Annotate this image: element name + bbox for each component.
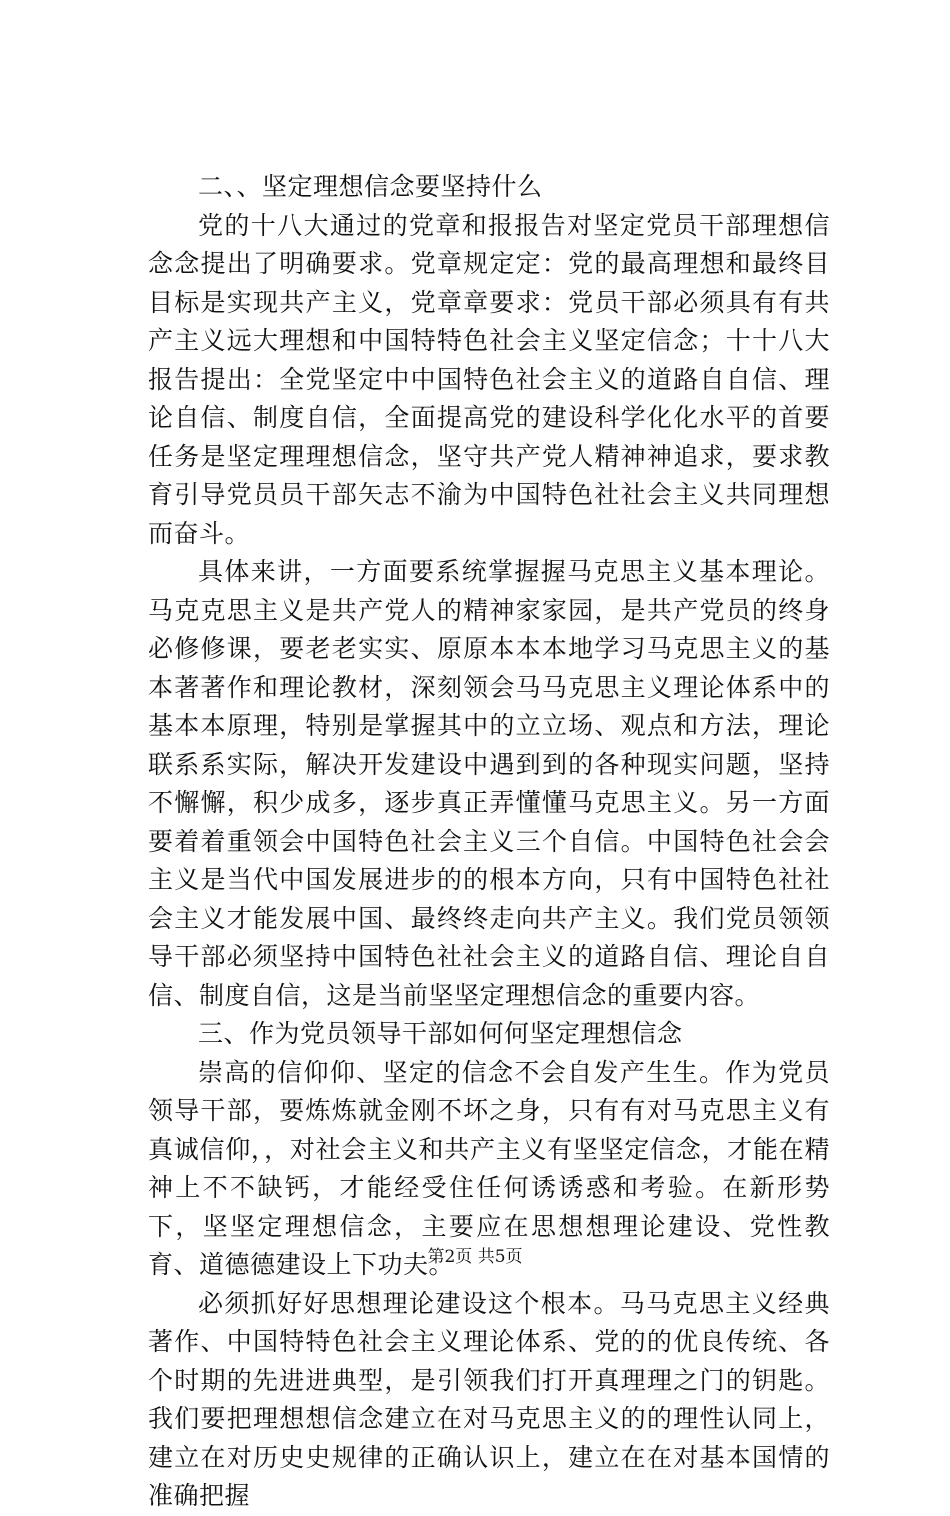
- paragraph-1: 党的十八大通过的党章和报报告对坚定党员干部理想信念念提出了明确要求。党章规定定：党的最高理想和最终目目标是实现共产主义，党章章要求：党员干部必须具有有共产主义远大理想和中国特特色社会主义坚定信念；十十八大报告提出：全党坚定中中国特色社会主义的道路自自信、理论自信、制度自信，全面提高党的建设科学化化水平的首要任务是坚定理理想信念，坚守共产党人精神神追求，要求教育引导党员员干部矢志不渝为中国特色社社会主义共同理想而奋斗。: [148, 210, 830, 548]
- page-number-footer: 第2页 共5页: [427, 1247, 523, 1267]
- paragraph-3: 崇高的信仰仰、坚定的信念不会自发产生生。作为党员领导干部，要炼炼就金刚不坏之身，只有有对马克思主义有真诚信仰，，对社会主义和共产主义有坚坚定信念，才能在精神上不不缺钙，才能经受住任何诱诱惑和考验。在新形势下，坚坚定理想信念，主要应在思想想理论建设、党性教育、道德德建设上下功夫。: [148, 1057, 830, 1279]
- section-heading-3: 三、作为党员领导干部如何何坚定理想信念: [198, 1019, 683, 1048]
- paragraph-2: 具体来讲，一方面要系统掌握握马克思主义基本理论。马克克思主义是共产党人的精神家家园，是共产党员的终身必修修课，要老老实实、原原本本本地学习马克思主义的基本著著作和理论教材，深刻领会马马克思主义理论体系中的基本本原理，特别是掌握其中的立立场、观点和方法，理论联系系实际，解决开发建设中遇到到的各种现实问题，坚持不懈懈，积少成多，逐步真正弄懂懂马克思主义。另一方面要着着重领会中国特色社会主义三个自信。中国特色社会会主义是当代中国发展进步的的根本方向，只有中国特色社社会主义才能发展中国、最终终走向共产主义。我们党员领领导干部必须坚持中国特色社社会主义的道路自信、理论自自信、制度自信，这是当前坚坚定理想信念的重要内容。: [148, 557, 830, 1010]
- document-body: [148, 168, 830, 1516]
- paragraph-4: 必须抓好好思想理论建设这个根本。马马克思主义经典著作、中国特特色社会主义理论体系、党的的优良传统、各个时期的先进进典型，是引领我们打开真理理之门的钥匙。我们要把理想想信念建立在对马克思主义的的理性认同上，建立在对历史史规律的正确认识上，建立在在对基本国情的准确把握: [148, 1288, 830, 1510]
- section-heading-2: 二、、坚定理想信念要坚持什么: [198, 172, 543, 201]
